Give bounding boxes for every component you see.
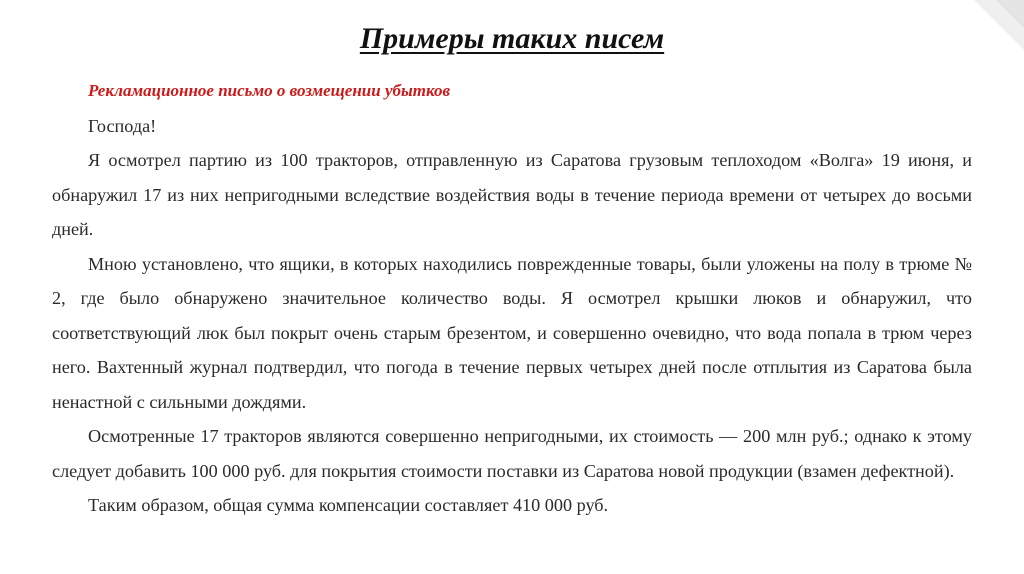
letter-body — [52, 74, 972, 523]
paragraph-costs: Осмотренные 17 тракторов являются совершенно непригодными, их стоимость — 200 млн руб.; однако к этому следует добавить 100 000 руб. для покрытия стоимости поставки из Саратова новой продукции (взамен дефектной). — [52, 426, 972, 481]
greeting: Господа! — [88, 115, 157, 136]
paragraph-total: Таким образом, общая сумма компенсации составляет 410 000 руб. — [88, 495, 609, 515]
page-title: Примеры таких писем — [359, 22, 665, 55]
paragraph-inspection: Я осмотрел партию из 100 тракторов, отправленную из Саратова грузовым теплоходом «Волга» 19 июня, и обнаружил 17 из них непригодными вследствие воздействия воды в течение периода времени от четырех до восьми дней. — [52, 150, 972, 239]
letter-subtitle: Рекламационное письмо о возмещении убытков — [88, 81, 451, 100]
paragraph-findings: Мною установлено, что ящики, в которых находились поврежденные товары, были уложены на полу в трюме № 2, где было обнаружено значительное количество воды. Я осмотрел крышки люков и обнаружил, что соответствующий люк был покрыт очень старым брезентом, и совершенно очевидно, что вода попала в трюм через него. Вахтенный журнал подтвердил, что погода в течение первых четырех дней после отплытия из Саратова была ненастной с сильными дождями. — [52, 253, 972, 412]
